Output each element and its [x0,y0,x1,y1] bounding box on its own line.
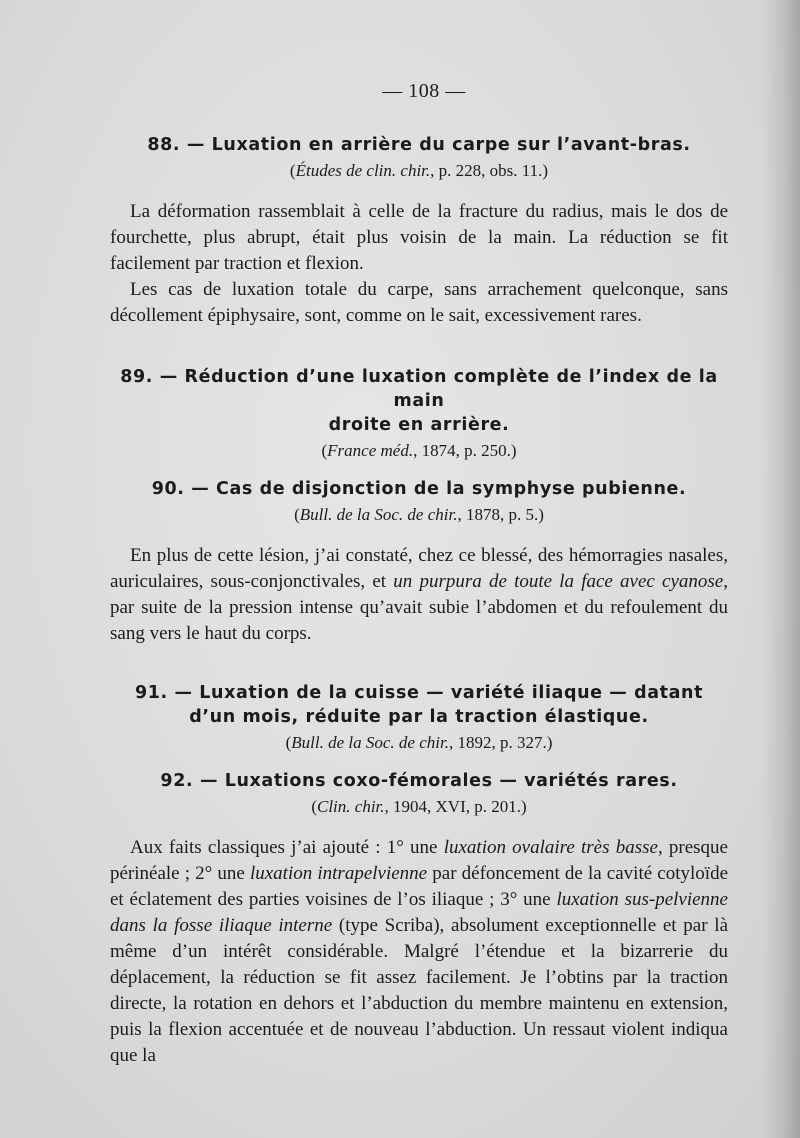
entry-92-title-text: — Luxations coxo-fémorales — variétés rares. [199,771,678,791]
entry-92-reference: (Clin. chir., 1904, XVI, p. 201.) [311,797,527,816]
entry-92-number: 92. [160,771,194,791]
entry-91-ref-source: Bull. de la Soc. de chir. [291,733,449,752]
entry-91-title-line-1: — Luxation de la cuisse — variété iliaque — datant [174,683,704,703]
page-number: — 108 — [382,80,466,102]
entry-92-italic-2: luxation intrapelvienne [249,863,428,884]
entry-92-italic-1: luxation ovalaire très basse [443,837,658,858]
entry-91-title-line-2: d’un mois, réduite par la traction élastique. [189,707,649,727]
entry-88-number: 88. [147,135,181,155]
entry-88-ref-source: Études de clin. chir. [295,161,431,180]
entry-90-ref-rest: , 1878, p. 5. [457,505,539,524]
entry-90-paragraph [110,543,728,647]
entry-89-reference: (France méd., 1874, p. 250.) [321,441,517,460]
entry-88-title [110,133,728,157]
entry-91-title [110,681,728,729]
entry-89-title-line-1: — Réduction d’une luxation complète de l’index de la main [159,367,718,411]
entry-91-number: 91. [134,683,168,703]
entry-88-reference: (Études de clin. chir., p. 228, obs. 11.) [289,161,549,180]
entry-90-text-italic: un purpura de toute la face avec cyanose [393,571,724,592]
page-edge-shadow [762,0,800,1138]
entry-92-ref-rest: , 1904, XVI, p. 201. [384,797,521,816]
entry-90-title [110,477,728,501]
entry-88-paragraph-2: Les cas de luxation totale du carpe, sans arrachement quelconque, sans décollement épiphysaire, sont, comme on le sait, excessivement rares. [110,279,728,326]
entry-92-text-4: (type Scriba), absolument exceptionnelle et par là même d’un intérêt considérable. Malgré l’étendue et la bizarrerie du déplacement, la réduction se fit assez facilement. Je l’obtins par la traction directe, la rotation en dehors et l’abduction du membre maintenu en extension, puis la flexion accentuée et de nouveau l’abduction. Un ressaut violent indiqua que la [110,915,729,1066]
entry-90-ref-source: Bull. de la Soc. de chir. [299,505,458,524]
entry-88-paragraph-1: La déformation rassemblait à celle de la fracture du radius, mais le dos de fourchette, plus abrupt, était plus voisin de la main. La réduction se fit facilement par traction et flexion. [110,201,728,274]
entry-89-title [110,365,728,437]
entry-90-text-b: , par suite de la pression intense qu’avait subie l’abdomen et du refoulement du sang vers le haut du corps. [110,571,728,644]
entry-90-title-text: — Cas de disjonction de la symphyse pubienne. [191,479,687,499]
entry-92-title [110,769,728,793]
entry-90-reference: (Bull. de la Soc. de chir., 1878, p. 5.) [294,505,544,524]
entry-89-number: 89. [120,367,154,387]
entry-92-paragraph [110,835,728,1069]
entry-92-ref-source: Clin. chir. [316,797,385,816]
entry-89-ref-rest: , 1874, p. 250. [413,441,511,460]
entry-88-title-text: — Luxation en arrière du carpe sur l’avant-bras. [186,135,691,155]
entry-89-ref-source: France méd. [327,441,414,460]
entry-91-reference: (Bull. de la Soc. de chir., 1892, p. 327.) [285,733,553,752]
entry-92-text-2: , presque périnéale ; 2° une [110,837,728,884]
entry-90-number: 90. [151,479,185,499]
entry-88-ref-rest: , p. 228, obs. 11. [430,161,543,180]
entry-91-ref-rest: , 1892, p. 327. [448,733,547,752]
page-content [110,80,728,1069]
entry-92-italic-3: luxation sus-pelvienne dans la fosse iliaque interne [110,889,728,936]
entry-89-title-line-2: droite en arrière. [328,415,510,435]
entry-92-text-1: Aux faits classiques j’ai ajouté : 1° une [130,837,444,858]
entry-92-text-3: par défoncement de la cavité cotyloïde et éclatement des parties voisines de l’os iliaque ; 3° une [110,863,728,910]
entry-90-text-a: En plus de cette lésion, j’ai constaté, chez ce blessé, des hémorragies nasales, auriculaires, sous-conjonctivales, et [110,545,728,592]
